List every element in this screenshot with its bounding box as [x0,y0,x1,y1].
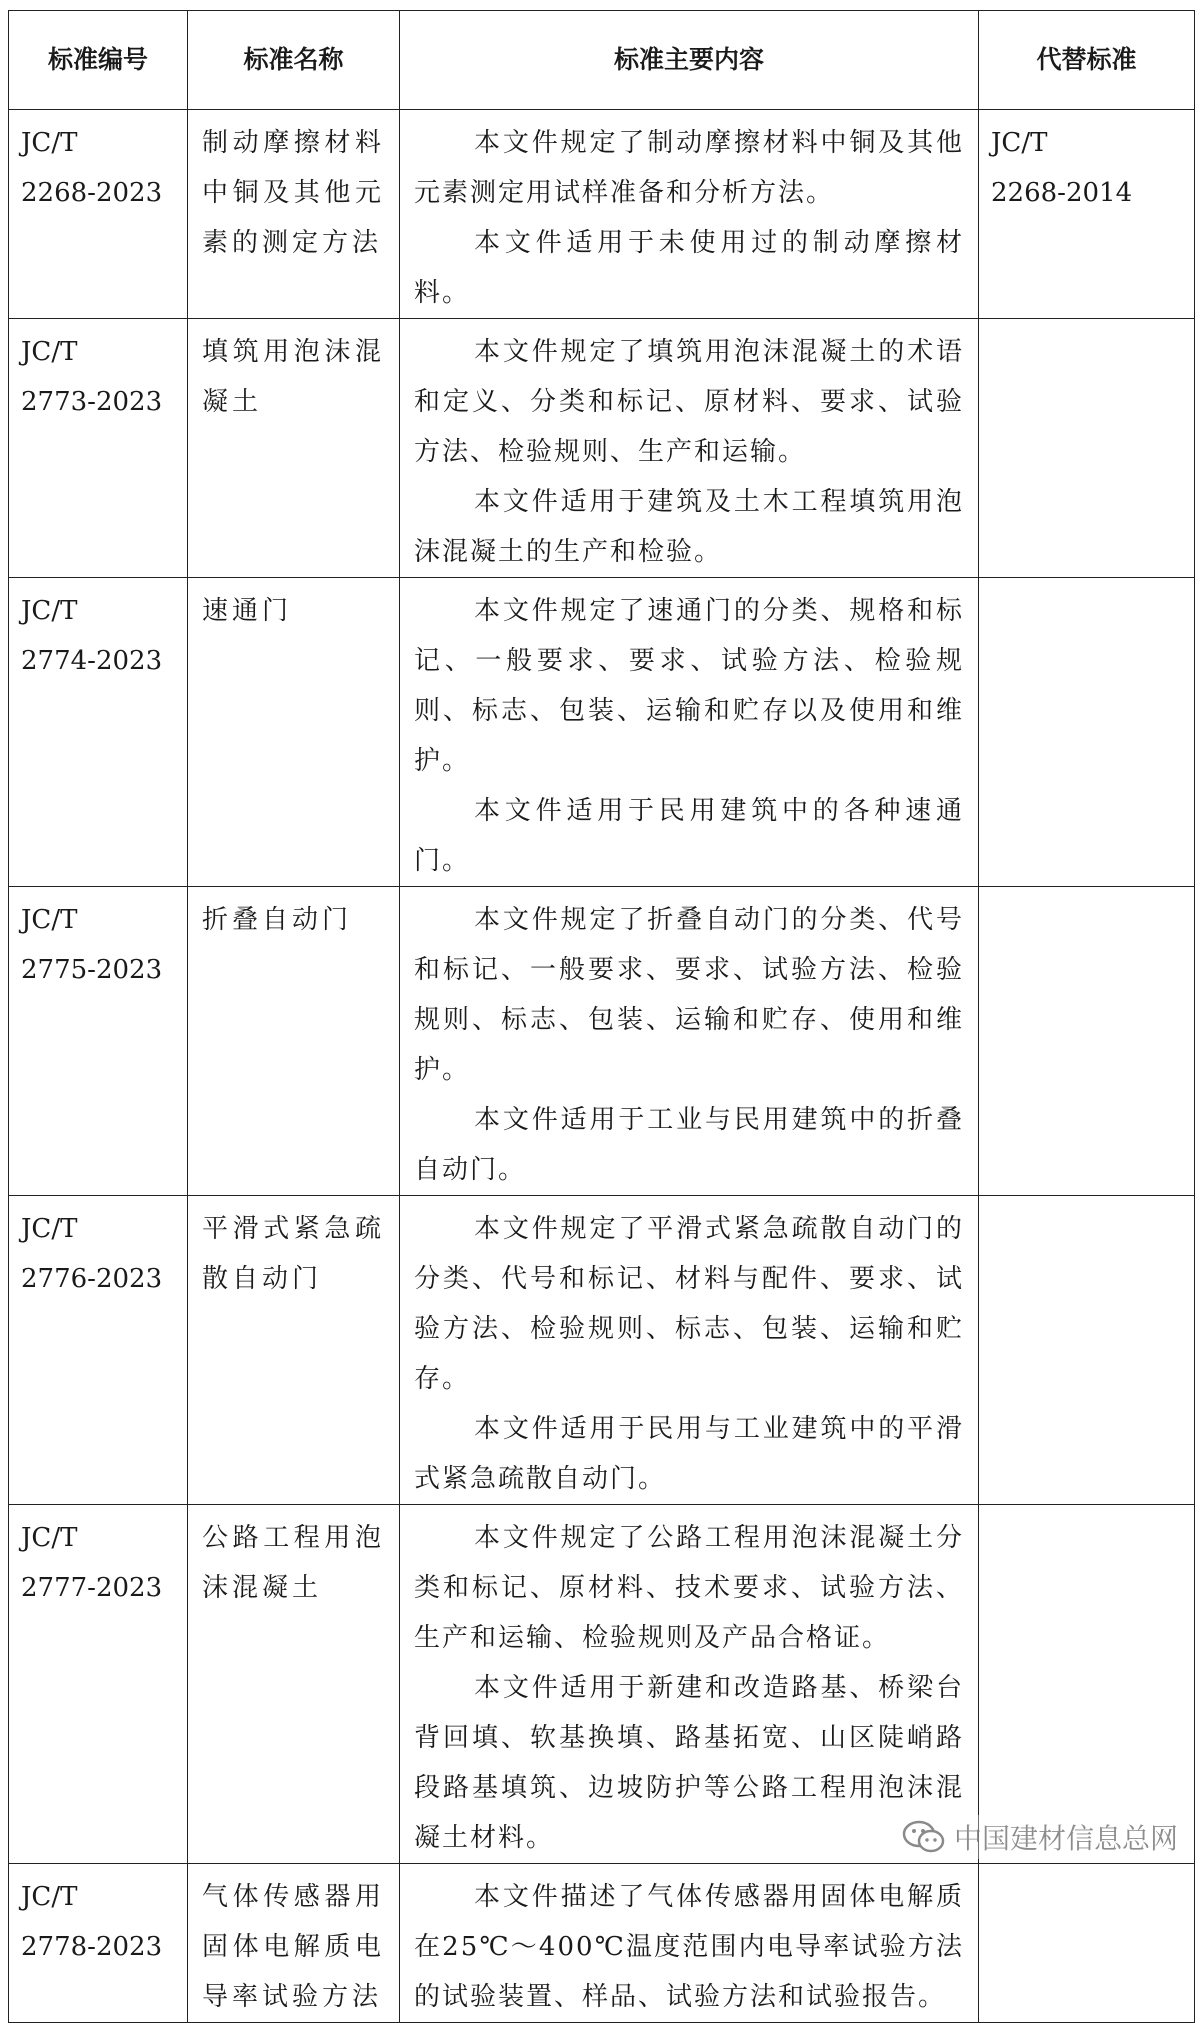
standard-code: JC/T 2773-2023 [21,337,163,417]
cell-name [188,1505,400,1864]
content-paragraph: 本文件规定了平滑式紧急疏散自动门的分类、代号和标记、材料与配件、要求、试验方法、检验规则、标志、包装、运输和贮存。 [414,1214,964,1394]
cell-name [188,1196,400,1505]
table-row [9,1196,1195,1505]
content-paragraph: 本文件规定了制动摩擦材料中铜及其他元素测定用试样准备和分析方法。 [414,128,964,208]
replaced-standard [979,1864,1194,1872]
content-paragraph: 本文件适用于新建和改造路基、桥梁台背回填、软基换填、路基拓宽、山区陡峭路段路基填筑、边坡防护等公路工程用泡沫混凝土材料。 [414,1673,964,1853]
cell-code [9,1505,188,1864]
standard-name: 速通门 [202,596,293,626]
wechat-icon [902,1819,946,1855]
cell-name [188,110,400,319]
cell-content [400,1196,979,1505]
standard-code: JC/T 2776-2023 [21,1214,163,1294]
cell-code [9,887,188,1196]
standard-code: JC/T 2775-2023 [21,905,163,985]
watermark-text: 中国建材信息总网 [953,1822,1178,1855]
cell-replaces [979,578,1195,887]
content-paragraph: 本文件适用于建筑及土木工程填筑用泡沫混凝土的生产和检验。 [414,487,964,567]
table-row [9,110,1195,319]
header-replaces: 代替标准 [979,11,1195,110]
cell-content [400,319,979,578]
content-paragraph: 本文件适用于民用建筑中的各种速通门。 [414,796,964,876]
cell-code [9,1196,188,1505]
standard-content [400,1864,978,2022]
content-paragraph: 本文件描述了气体传感器用固体电解质在25℃～400℃温度范围内电导率试验方法的试验装置、样品、试验方法和试验报告。 [414,1882,964,2012]
cell-content [400,887,979,1196]
standards-page [8,10,1194,2023]
standard-content [400,578,978,886]
cell-code [9,110,188,319]
standard-content [400,1196,978,1504]
cell-replaces [979,1196,1195,1505]
cell-replaces [979,1864,1195,2023]
standard-code: JC/T 2268-2023 [21,128,163,208]
cell-replaces [979,887,1195,1196]
cell-name [188,578,400,887]
header-name: 标准名称 [188,11,400,110]
standard-content [400,319,978,577]
cell-replaces [979,319,1195,578]
cell-name [188,1864,400,2023]
standard-code: JC/T 2777-2023 [21,1523,163,1603]
standard-content [400,110,978,318]
cell-name [188,319,400,578]
cell-code [9,578,188,887]
table-row [9,578,1195,887]
content-paragraph: 本文件规定了公路工程用泡沫混凝土分类和标记、原材料、技术要求、试验方法、生产和运输、检验规则及产品合格证。 [414,1523,964,1653]
replaced-standard [979,319,1194,327]
content-paragraph: 本文件适用于未使用过的制动摩擦材料。 [414,228,964,308]
table-row [9,887,1195,1196]
replaced-standard [979,887,1194,895]
standard-code: JC/T 2778-2023 [21,1882,163,1962]
cell-code [9,1864,188,2023]
standard-name: 公路工程用泡沫混凝土 [202,1523,385,1603]
cell-replaces [979,1505,1195,1864]
cell-replaces [979,110,1195,319]
standard-name: 制动摩擦材料中铜及其他元素的测定方法 [202,128,385,258]
table-row [9,1505,1195,1864]
cell-content [400,110,979,319]
cell-content [400,578,979,887]
standard-name: 填筑用泡沫混凝土 [202,337,385,417]
content-paragraph: 本文件适用于工业与民用建筑中的折叠自动门。 [414,1105,964,1185]
content-paragraph: 本文件规定了填筑用泡沫混凝土的术语和定义、分类和标记、原材料、要求、试验方法、检验规则、生产和运输。 [414,337,964,467]
content-paragraph: 本文件适用于民用与工业建筑中的平滑式紧急疏散自动门。 [414,1414,964,1494]
table-body [9,110,1195,2023]
standard-content [400,887,978,1195]
content-paragraph: 本文件规定了折叠自动门的分类、代号和标记、一般要求、要求、试验方法、检验规则、标志、包装、运输和贮存、使用和维护。 [414,905,964,1085]
standard-code: JC/T 2774-2023 [21,596,163,676]
table-row [9,319,1195,578]
standard-content [400,1505,978,1863]
table-row [9,1864,1195,2023]
cell-code [9,319,188,578]
cell-name [188,887,400,1196]
standard-name: 气体传感器用固体电解质电导率试验方法 [202,1882,385,2012]
replaced-standard [979,578,1194,586]
cell-content [400,1505,979,1864]
replaced-standard [979,1505,1194,1513]
standard-name: 折叠自动门 [202,905,353,935]
content-paragraph: 本文件规定了速通门的分类、规格和标记、一般要求、要求、试验方法、检验规则、标志、包装、运输和贮存以及使用和维护。 [414,596,964,776]
standard-name: 平滑式紧急疏散自动门 [202,1214,385,1294]
table-header-row [9,11,1195,110]
replaced-standard: JC/T 2268-2014 [991,128,1133,208]
replaced-standard [979,1196,1194,1204]
header-code: 标准编号 [9,11,188,110]
header-content: 标准主要内容 [400,11,979,110]
standards-table [8,10,1195,2023]
cell-content [400,1864,979,2023]
watermark [896,1815,1184,1859]
